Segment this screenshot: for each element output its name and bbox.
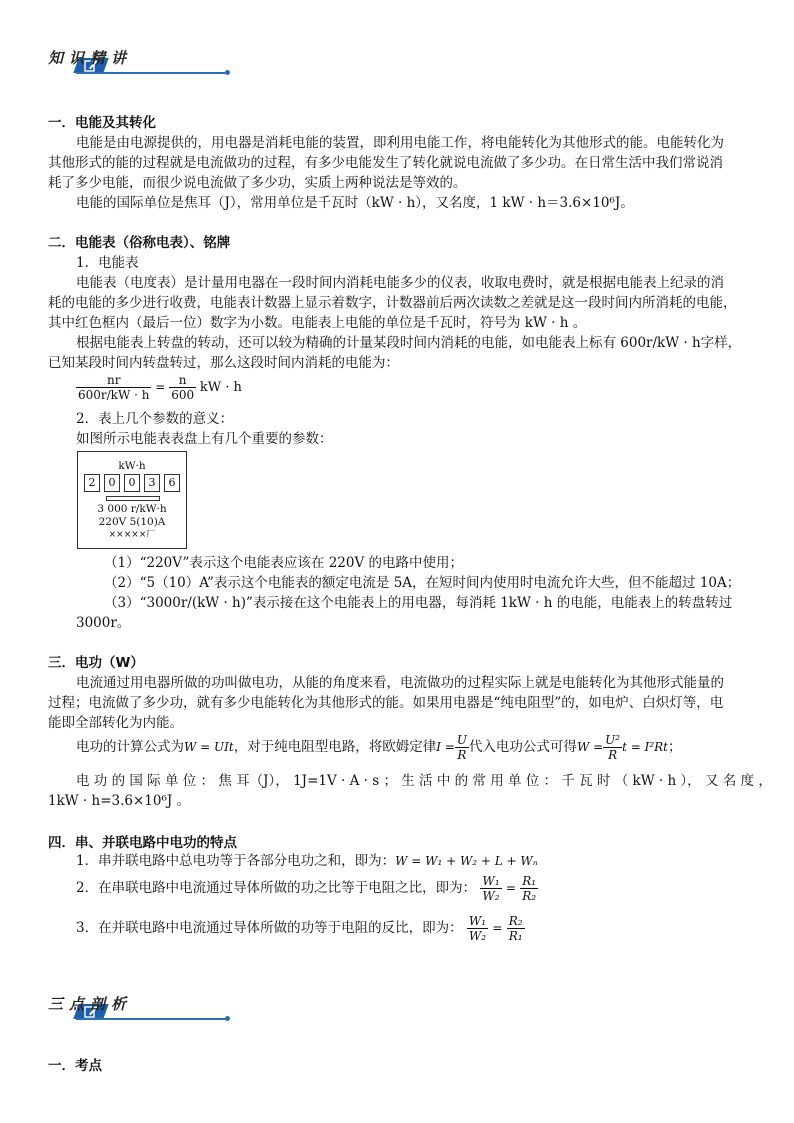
section-banner-knowledge xyxy=(48,45,233,75)
section-2-heading: 二．电能表（俗称电表）、铭牌 xyxy=(48,235,231,251)
fraction: $\frac{U}{R}$ xyxy=(456,733,467,762)
fraction: $\frac{n}{600}$ xyxy=(171,373,195,402)
paragraph-line: 过程；电流做了多少功，就有多少电能转化为其他形式的能。如果用电器是“纯电阻型”的，如电炉、白炽灯等，电 xyxy=(48,695,724,711)
work-formula-line: 电功的计算公式为W = UIt，对于纯电阻型电路，将欧姆定律I = $\frac{U}{R}$ 代入电功公式可得W = $\frac{\text{U²}}{R}$ t = I²Rt； xyxy=(76,733,682,762)
list-item: 3．在并联电路中电流通过导体所做的功等于电阻的反比，即为： $\frac{\text{W₁}}{\text{W₂}}$ = $\frac{\text{R₂}}{\text{R₁}}$ xyxy=(76,914,523,943)
fraction: $\frac{\text{U²}}{R}$ xyxy=(605,733,621,762)
subheading: 1．电能表 xyxy=(76,255,139,271)
meter-digit: 2 xyxy=(84,474,100,492)
fraction: $\frac{\text{W₁}}{\text{W₂}}$ xyxy=(468,914,487,943)
paragraph-line: 电流通过用电器所做的功叫做电功，从能的角度来看，电流做功的过程实际上就是电能转化为其他形式能量的 xyxy=(76,675,724,691)
meter-rating: 220V 5(10)A xyxy=(98,516,166,528)
section-4-heading: 四．串、并联电路中电功的特点 xyxy=(48,835,237,851)
banner-title: 三点剖析 xyxy=(48,995,133,1013)
list-item: （2）“5（10）A”表示这个电能表的额定电流是 5A，在短时间内使用时电流允许大些，但不能超过 10A； xyxy=(104,575,741,591)
fraction: $\frac{nr}{600r/kW \cdot h}$ xyxy=(78,373,150,402)
paragraph-line: 耗的电能的多少进行收费，电能表计数器上显示着数字，计数器前后两次读数之差就是这一段时间内所消耗的电能， xyxy=(48,295,737,311)
paragraph-line: 根据电能表上转盘的转动，还可以较为精确的计量某段时间内消耗的电能，如电能表上标有 600r/kW · h字样， xyxy=(76,335,742,351)
paragraph-line: 电能表（电度表）是计量用电器在一段时间内消耗电能多少的仪表，收取电费时，就是根据电能表上纪录的消 xyxy=(76,275,724,291)
banner-underline xyxy=(76,1018,226,1020)
meter-digit: 6 xyxy=(164,474,180,492)
meter-unit: kW·h xyxy=(118,460,146,472)
paragraph-line: 电能是由电源提供的，用电器是消耗电能的装置，即利用电能工作，将电能转化为其他形式的能。电能转化为 xyxy=(76,135,724,151)
paragraph-line: 其中红色框内（最后一位）数字为小数。电能表上电能的单位是千瓦时，符号为 kW · h 。 xyxy=(48,315,587,331)
paragraph-line: 如图所示电能表表盘上有几个重要的参数： xyxy=(76,431,333,447)
fraction: $\frac{\text{R₁}}{\text{R₂}}$ xyxy=(522,874,537,903)
meter-digit: 0 xyxy=(124,474,140,492)
meter-digit: 0 xyxy=(104,474,120,492)
paragraph-line: 能即全部转化为内能。 xyxy=(48,715,183,731)
list-item: （3）“3000r/(kW · h)”表示接在这个电能表上的用电器，每消耗 1kW · h 的电能，电能表上的转盘转过 xyxy=(104,595,733,611)
list-item: （1）“220V”表示这个电能表应该在 220V 的电路中使用； xyxy=(104,555,464,571)
electric-meter-figure xyxy=(77,451,187,549)
banner-dot xyxy=(225,1016,230,1021)
paragraph-line: 电 功 的 国 际 单 位 ： 焦 耳（J）， 1J=1V · A · s ； 生 活 中 的 常 用 单 位 ： 千 瓦 时 （ kW · h ）， 又 名 度 ， xyxy=(76,773,772,789)
paragraph-line: 耗了多少电能，而很少说电流做了多少功，实质上两种说法是等效的。 xyxy=(48,175,467,191)
fraction: $\frac{\text{W₁}}{\text{W₂}}$ xyxy=(482,874,500,903)
section-banner-analysis xyxy=(48,991,233,1021)
section-1-heading: 一．电能及其转化 xyxy=(48,115,156,131)
paragraph-line: 电能的国际单位是焦耳（J），常用单位是千瓦时（kW · h），又名度，1 kW · h＝3.6×10⁶J。 xyxy=(76,195,634,211)
paragraph-line: 已知某段时间内转盘转过，那么这段时间内消耗的电能为： xyxy=(48,355,399,371)
subheading: 2．表上几个参数的意义： xyxy=(76,411,234,427)
list-item: 1．串并联电路中总电功等于各部分电功之和，即为：W = W₁ + W₂ + L + Wₙ xyxy=(76,853,538,869)
meter-maker: ×××××厂 xyxy=(108,530,156,540)
section-5-heading: 一．考点 xyxy=(48,1058,102,1074)
fraction: $\frac{\text{R₂}}{\text{R₁}}$ xyxy=(508,914,523,943)
meter-revolutions: 3 000 r/kW·h xyxy=(97,503,167,515)
list-item: 2．在串联电路中电流通过导体所做的功之比等于电阻之比，即为： $\frac{\text{W₁}}{\text{W₂}}$ = $\frac{\text{R₁}}{\text{R₂}}$ xyxy=(76,874,537,903)
paragraph-line: 1kW · h=3.6×10⁶J 。 xyxy=(48,793,191,809)
paragraph-line: 其他形式的能的过程就是电流做功的过程，有多少电能发生了转化就说电流做了多少功。在日常生活中我们常说消 xyxy=(48,155,723,171)
section-3-heading: 三．电功（W） xyxy=(48,655,144,671)
list-item: 3000r。 xyxy=(76,615,131,631)
energy-formula: $\frac{nr}{600r/kW \cdot h}$ = $\frac{n}{600}$ kW · h xyxy=(78,373,242,402)
meter-digit: 3 xyxy=(144,474,160,492)
banner-dot xyxy=(225,70,230,75)
meter-turntable xyxy=(106,496,160,501)
banner-title: 知识精讲 xyxy=(48,49,133,67)
banner-underline xyxy=(76,72,226,74)
